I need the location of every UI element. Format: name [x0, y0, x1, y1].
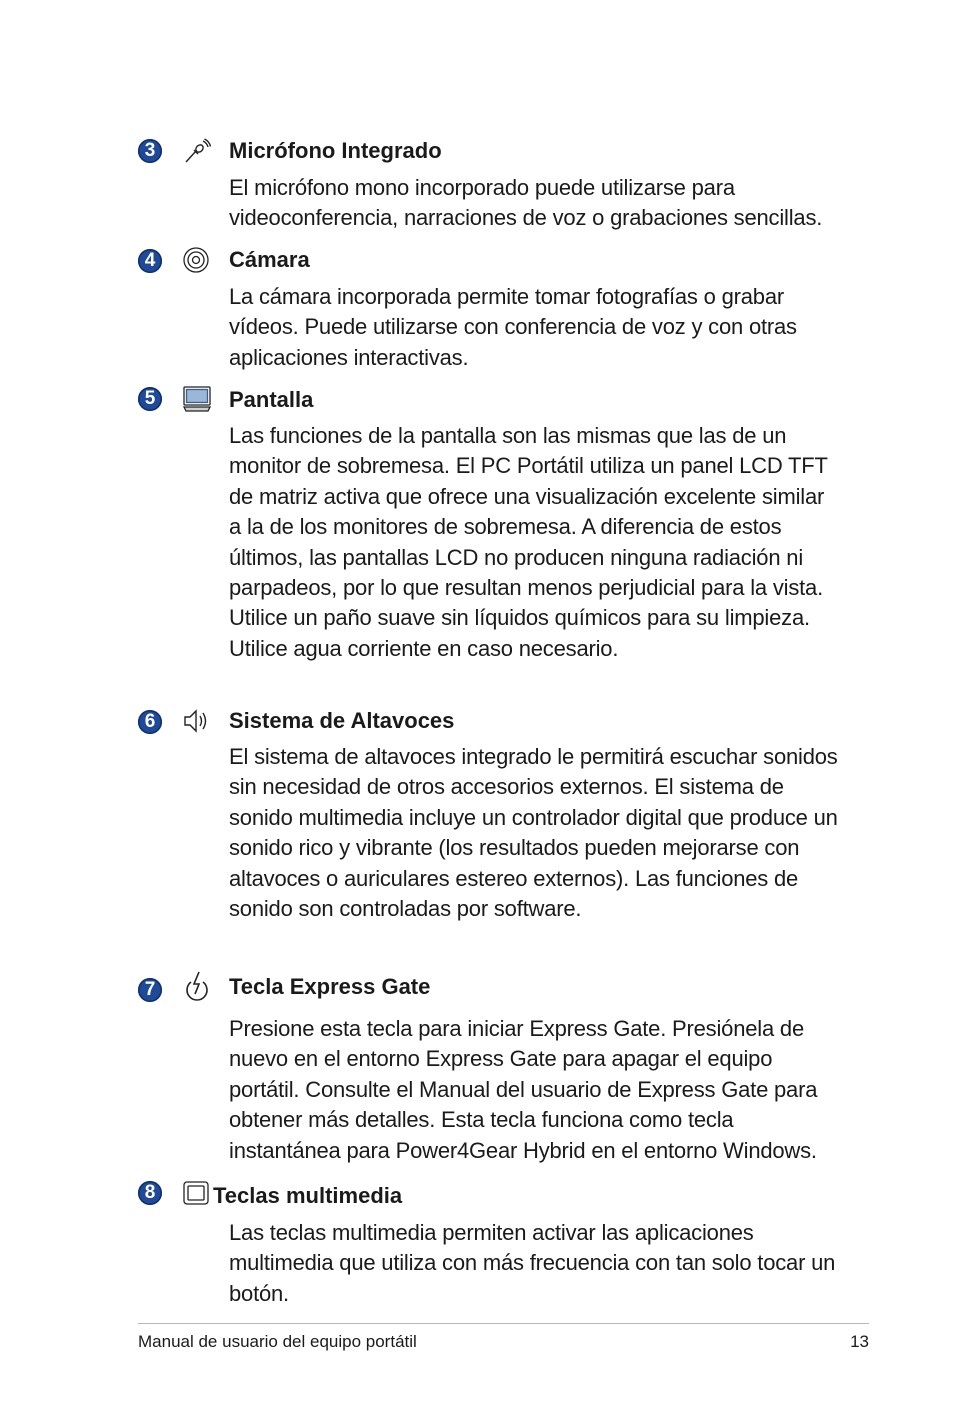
- number-badge: 6: [138, 710, 162, 734]
- footer-manual-title: Manual de usuario del equipo portátil: [138, 1332, 417, 1351]
- section-title: Cámara: [229, 247, 310, 272]
- section-title: Sistema de Altavoces: [229, 708, 455, 733]
- section-body: Las teclas multimedia permiten activar las aplicaciones multimedia que utiliza con más frecuencia con tan solo tocar un botón.: [229, 1220, 836, 1306]
- section-body: La cámara incorporada permite tomar fotografías o grabar vídeos. Puede utilizarse con conferencia de voz y con otras aplicaciones interactivas.: [229, 284, 797, 370]
- section-body: Presione esta tecla para iniciar Express Gate. Presiónela de nuevo en el entorno Express Gate para apagar el equipo portátil. Consulte el Manual del usuario de Express Gate para obtener más detalles. Esta tecla funciona como tecla instantánea para Power4Gear Hybrid en el entorno Windows.: [229, 1016, 818, 1163]
- express-gate-power-icon: [182, 970, 212, 1004]
- camera-icon: [182, 246, 212, 274]
- section-title: Pantalla: [229, 387, 314, 412]
- section-body: El sistema de altavoces integrado le permitirá escuchar sonidos sin necesidad de otros accesorios externos. El sistema de sonido multimedia incluye un controlador digital que produce un sonido rico y vibrante (los resultados pueden mejorarse con altavoces o auriculares estereo externos). Las funciones de sonido son controladas por software.: [229, 744, 838, 922]
- section-body: Las funciones de la pantalla son las mismas que las de un monitor de sobremesa. El PC Portátil utiliza un panel LCD TFT de matriz activa que ofrece una visualización excelente similar a la de los monitores de sobremesa. A diferencia de estos últimos, las pantallas LCD no producen ninguna radiación ni parpadeos, por lo que resultan menos perjudicial para la vista. Utilice un paño suave sin líquidos químicos para su limpieza. Utilice agua corriente en caso necesario.: [229, 423, 828, 661]
- number-badge: 3: [138, 139, 162, 163]
- section-body: El micrófono mono incorporado puede utilizarse para videoconferencia, narraciones de voz o grabaciones sencillas.: [229, 175, 823, 231]
- section-title: Tecla Express Gate: [229, 974, 431, 999]
- number-badge: 8: [138, 1181, 162, 1205]
- footer-divider: [138, 1323, 869, 1324]
- number-badge: 4: [138, 249, 162, 273]
- speaker-icon: [182, 707, 212, 735]
- multimedia-keys-icon: [182, 1180, 210, 1206]
- number-badge: 5: [138, 387, 162, 411]
- section-title: Teclas multimedia: [213, 1183, 403, 1208]
- footer-page-number: 13: [850, 1332, 869, 1351]
- display-icon: [182, 385, 212, 413]
- section-title: Micrófono Integrado: [229, 138, 442, 163]
- microphone-icon: [182, 138, 212, 166]
- number-badge: 7: [138, 978, 162, 1002]
